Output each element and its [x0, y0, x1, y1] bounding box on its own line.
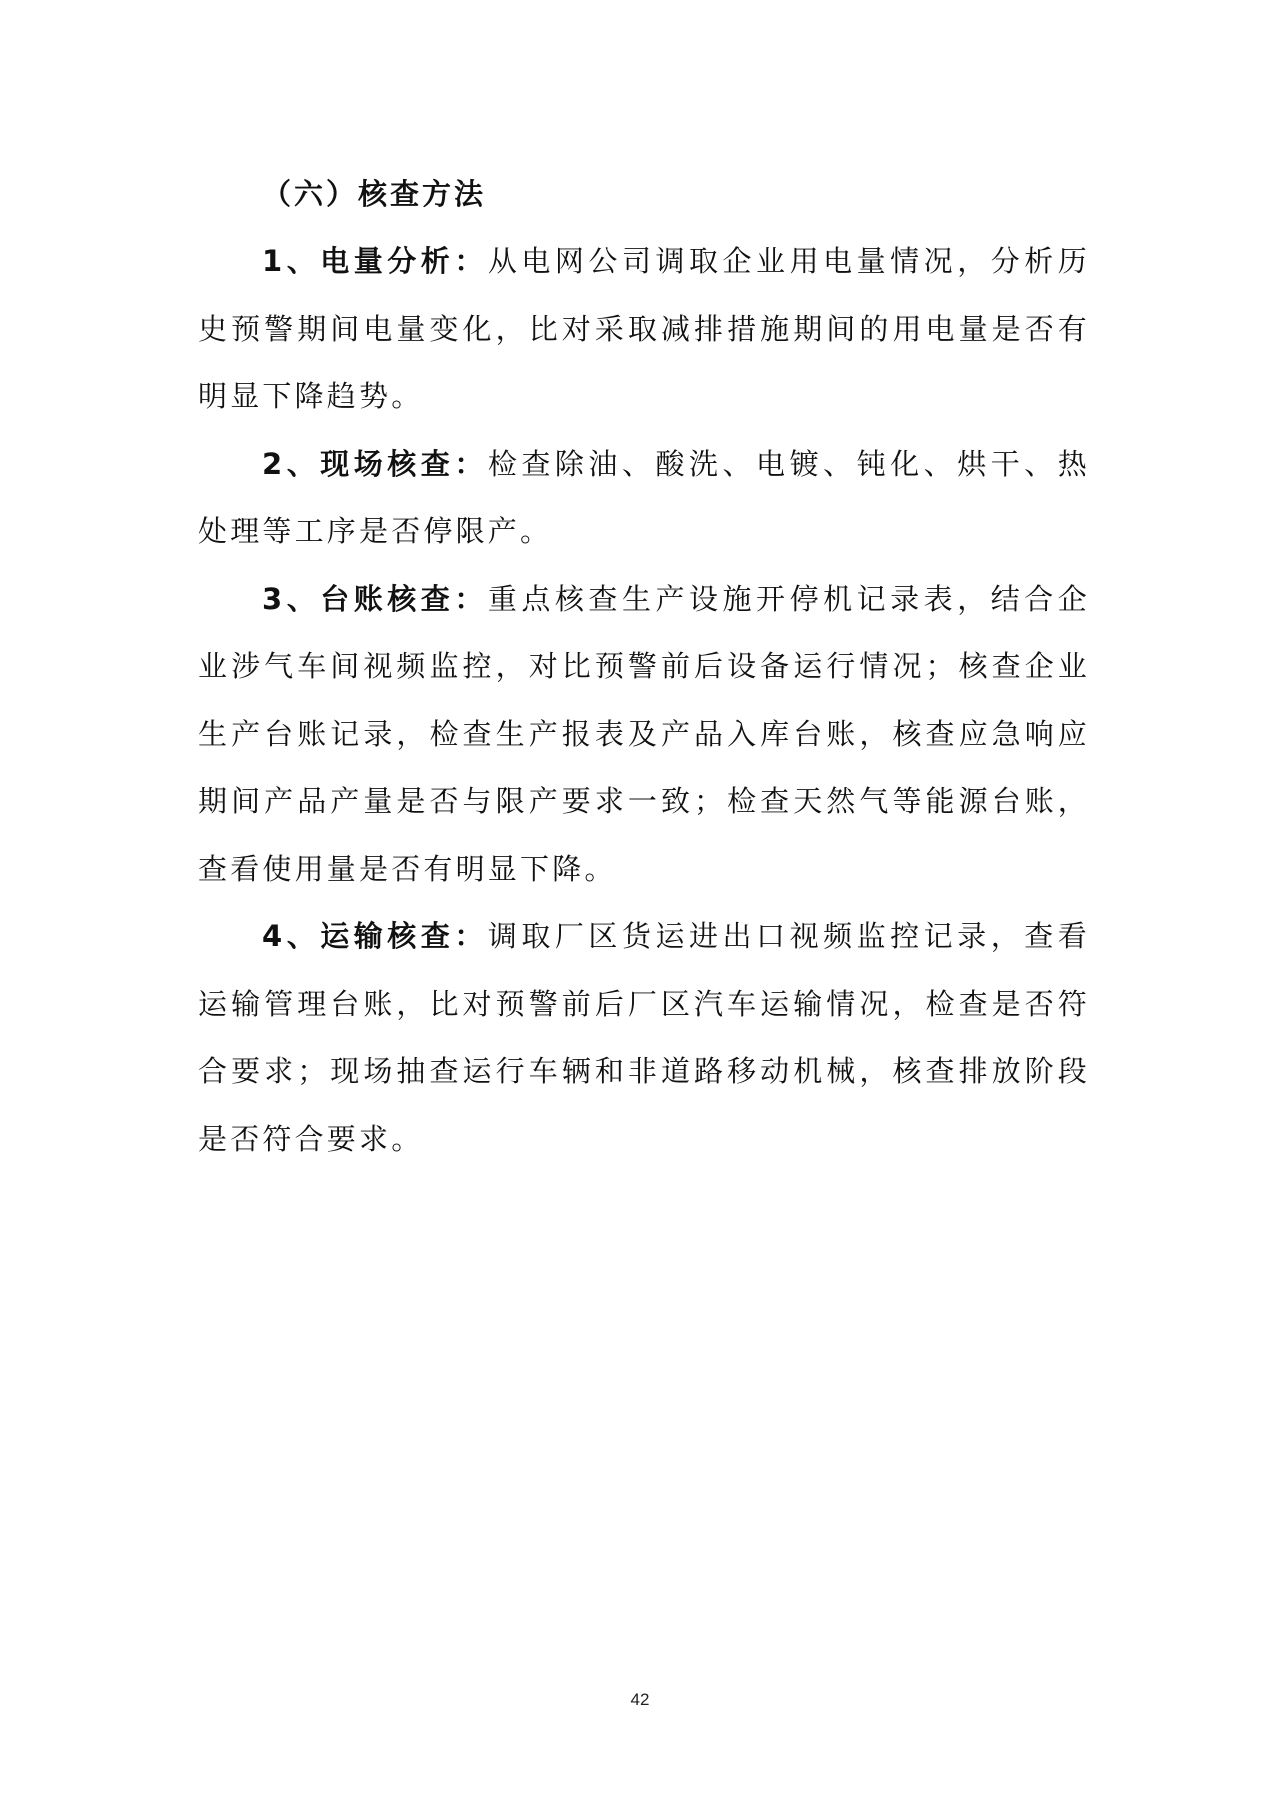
page-number: 42: [630, 1690, 650, 1709]
paragraph-text: 从电网公司调取企业用电量情况，分析历史预警期间电量变化，比对采取减排措施期间的用电量是否有明显下降趋势。: [198, 244, 1090, 413]
paragraph-label: 2、现场核查：: [262, 446, 488, 481]
paragraph-text: 检查除油、酸洗、电镀、钝化、烘干、热处理等工序是否停限产。: [198, 446, 1090, 548]
paragraph-ledger-inspection: [198, 566, 1090, 904]
paragraph-label: 1、电量分析：: [262, 244, 488, 278]
paragraph-text: 调取厂区货运进出口视频监控记录，查看运输管理台账，比对预警前后厂区汽车运输情况，检查是否符合要求；现场抽查运行车辆和非道路移动机械，核查排放阶段是否符合要求。: [198, 919, 1090, 1156]
paragraph-electricity-analysis: [198, 228, 1090, 431]
paragraph-text: 重点核查生产设施开停机记录表，结合企业涉气车间视频监控，对比预警前后设备运行情况；核查企业生产台账记录，检查生产报表及产品入库台账，核查应急响应期间产品产量是否与限产要求一致；检查天然气等能源台账，查看使用量是否有明显下降。: [198, 581, 1090, 886]
document-body: [198, 160, 1090, 1173]
paragraph-label: 4、运输核查：: [262, 919, 488, 953]
paragraph-site-inspection: [198, 431, 1090, 566]
paragraph-transport-inspection: [198, 903, 1090, 1173]
section-heading: （六）核查方法: [262, 177, 487, 211]
paragraph-label: 3、台账核查：: [262, 581, 488, 616]
